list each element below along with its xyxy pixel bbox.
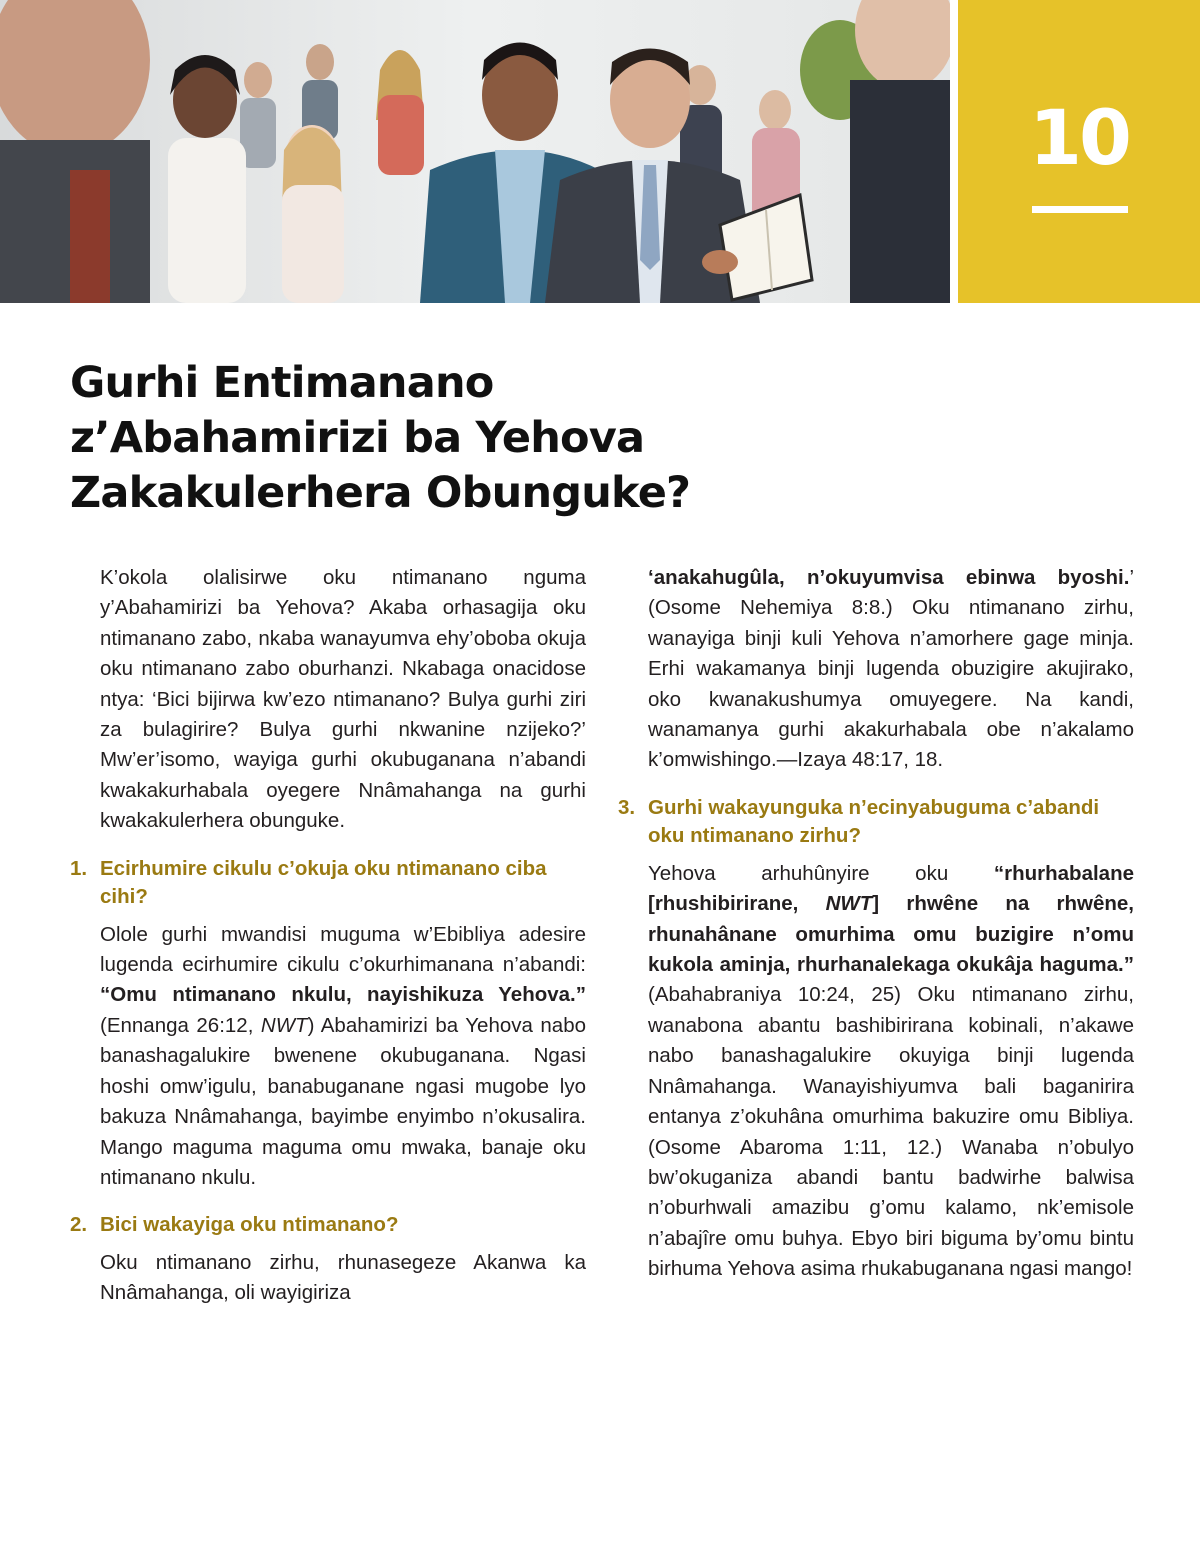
intro-paragraph: K’okola olalisirwe oku ntimanano nguma y’Abahamirizi ba Yehova? Akaba orhasagija oku ntimanano zabo, nkaba wanayumva ehy’oboba okuja oku ntimanano zabo oburhanzi. Nkabaga onacidose ntya: ‘Bici bijirwa kw’ezo ntimanano? Bulya gurhi ziri za bulagirire? Bulya gurhi nkwanine nzijeko?’ Mw’er’isomo, wayiga gurhi okubuganana n’abandi kwakakurhabala oyegere Nnâmahanga na gurhi kwakakulerhera obunguke. <box>100 566 586 833</box>
chapter-number: 10 <box>1029 93 1129 182</box>
page-title <box>70 356 890 521</box>
answer-2-text-b: ’ (Osome Nehemiya 8:8.) Oku ntimanano zirhu, wanayiga binji kuli Yehova n’amorhere gage minja. Erhi wakamanya binji lugenda obuzigire akujirako, oko kwanakushumya omuyegere. Na kandi, wanamanya gurhi akakurhabala obe n’akalamo k’omwishingo.—Izaya 48:17, 18. <box>648 566 1134 772</box>
answer-1-text-b: (Ennanga 26:12, <box>100 1013 261 1037</box>
answer-2-text-a: Oku ntimanano zirhu, rhunasegeze Akanwa ka Nnâmahanga, oli wayigiriza <box>100 1250 586 1305</box>
answer-1-quote: “Omu ntimanano nkulu, nayishikuza Yehova.” <box>100 983 586 1007</box>
answer-1-text-c: ) Abahamirizi ba Yehova nabo banashagalukire bwenene okubuganana. Ngasi hoshi omw’igulu, banabuganane ngasi mugobe lyo bakuza Nnâmahanga, bayimbe enyimbo n’okusalira. Mango maguma maguma omu mwaka, banaje oku ntimanano nkulu. <box>100 1013 586 1189</box>
answer-3-text-b: (Abahabraniya 10:24, 25) Oku ntimanano zirhu, wanabona abantu bashibirirana kobinali, n’akawe nabo banashagalukire okuyiga binji lugenda Nnâmahanga. Wanayishiyumva bali baganirira entanya z’okuhâna omurhima bakuzire omu Bibliya. (Osome Abaroma 1:11, 12.) Wanaba n’obulyo bw’okuganiza abandi bantu badwirhe balwisa n’oburhwali amazibu g’omu kalamo, nk’emisole n’abajîre omu buhya. Ebyo biri biguma by’omu bintu birhuma Yehova asima rhukabuganana ngasi mango! <box>648 983 1134 1281</box>
answer-2-paragraph-start <box>100 1248 586 1309</box>
hero-photo <box>0 0 950 303</box>
question-1-text: Ecirhumire cikulu c’okuja oku ntimanano ciba cihi? <box>100 856 547 909</box>
answer-1-nwt: NWT <box>260 1013 308 1037</box>
question-2-text: Bici wakayiga oku ntimanano? <box>100 1213 399 1237</box>
title-line-1: Gurhi Entimanano <box>70 358 494 408</box>
answer-3-quote-a: “rhurhabalane [rhushibirirane, <box>648 861 1134 916</box>
question-3 <box>618 794 1134 851</box>
chapter-underline <box>1032 206 1128 213</box>
answer-3-text-a: Yehova arhuhûnyire oku <box>648 861 994 885</box>
answer-3-paragraph <box>648 859 1134 1285</box>
question-3-number: 3. <box>618 795 636 819</box>
congregation-meeting-photo <box>0 0 950 303</box>
question-1-number: 1. <box>70 856 88 880</box>
right-column <box>618 563 1134 1285</box>
left-column <box>70 563 586 1309</box>
chapter-badge <box>958 0 1200 303</box>
question-2 <box>70 1211 586 1240</box>
answer-3-quote-b: ] rhwêne na rhwêne, rhunahânane omurhima omu buzigire n’omu kukola aminja, rhurhanalekaga okukâja haguma.” <box>648 892 1134 977</box>
question-3-text: Gurhi wakayunguka n’ecinyabuguma c’abandi oku ntimanano zirhu? <box>648 795 1100 848</box>
question-1 <box>70 855 586 912</box>
question-2-number: 2. <box>70 1213 88 1237</box>
answer-1-text-a: Ololе gurhi mwandisi muguma w’Ebibliya adesire lugenda ecirhumire cikulu c’okurhimanana n’abandi: <box>100 922 586 977</box>
answer-3-nwt: NWT <box>825 892 873 916</box>
answer-1-paragraph <box>100 920 586 1194</box>
answer-2-quote: ‘anakahugûla, n’okuyumvisa ebinwa byoshi. <box>648 566 1130 589</box>
answer-2-paragraph-cont <box>648 563 1134 776</box>
title-line-2: z’Abahamirizi ba Yehova <box>70 413 645 463</box>
title-line-3: Zakakulerhera Obunguke? <box>70 468 691 518</box>
